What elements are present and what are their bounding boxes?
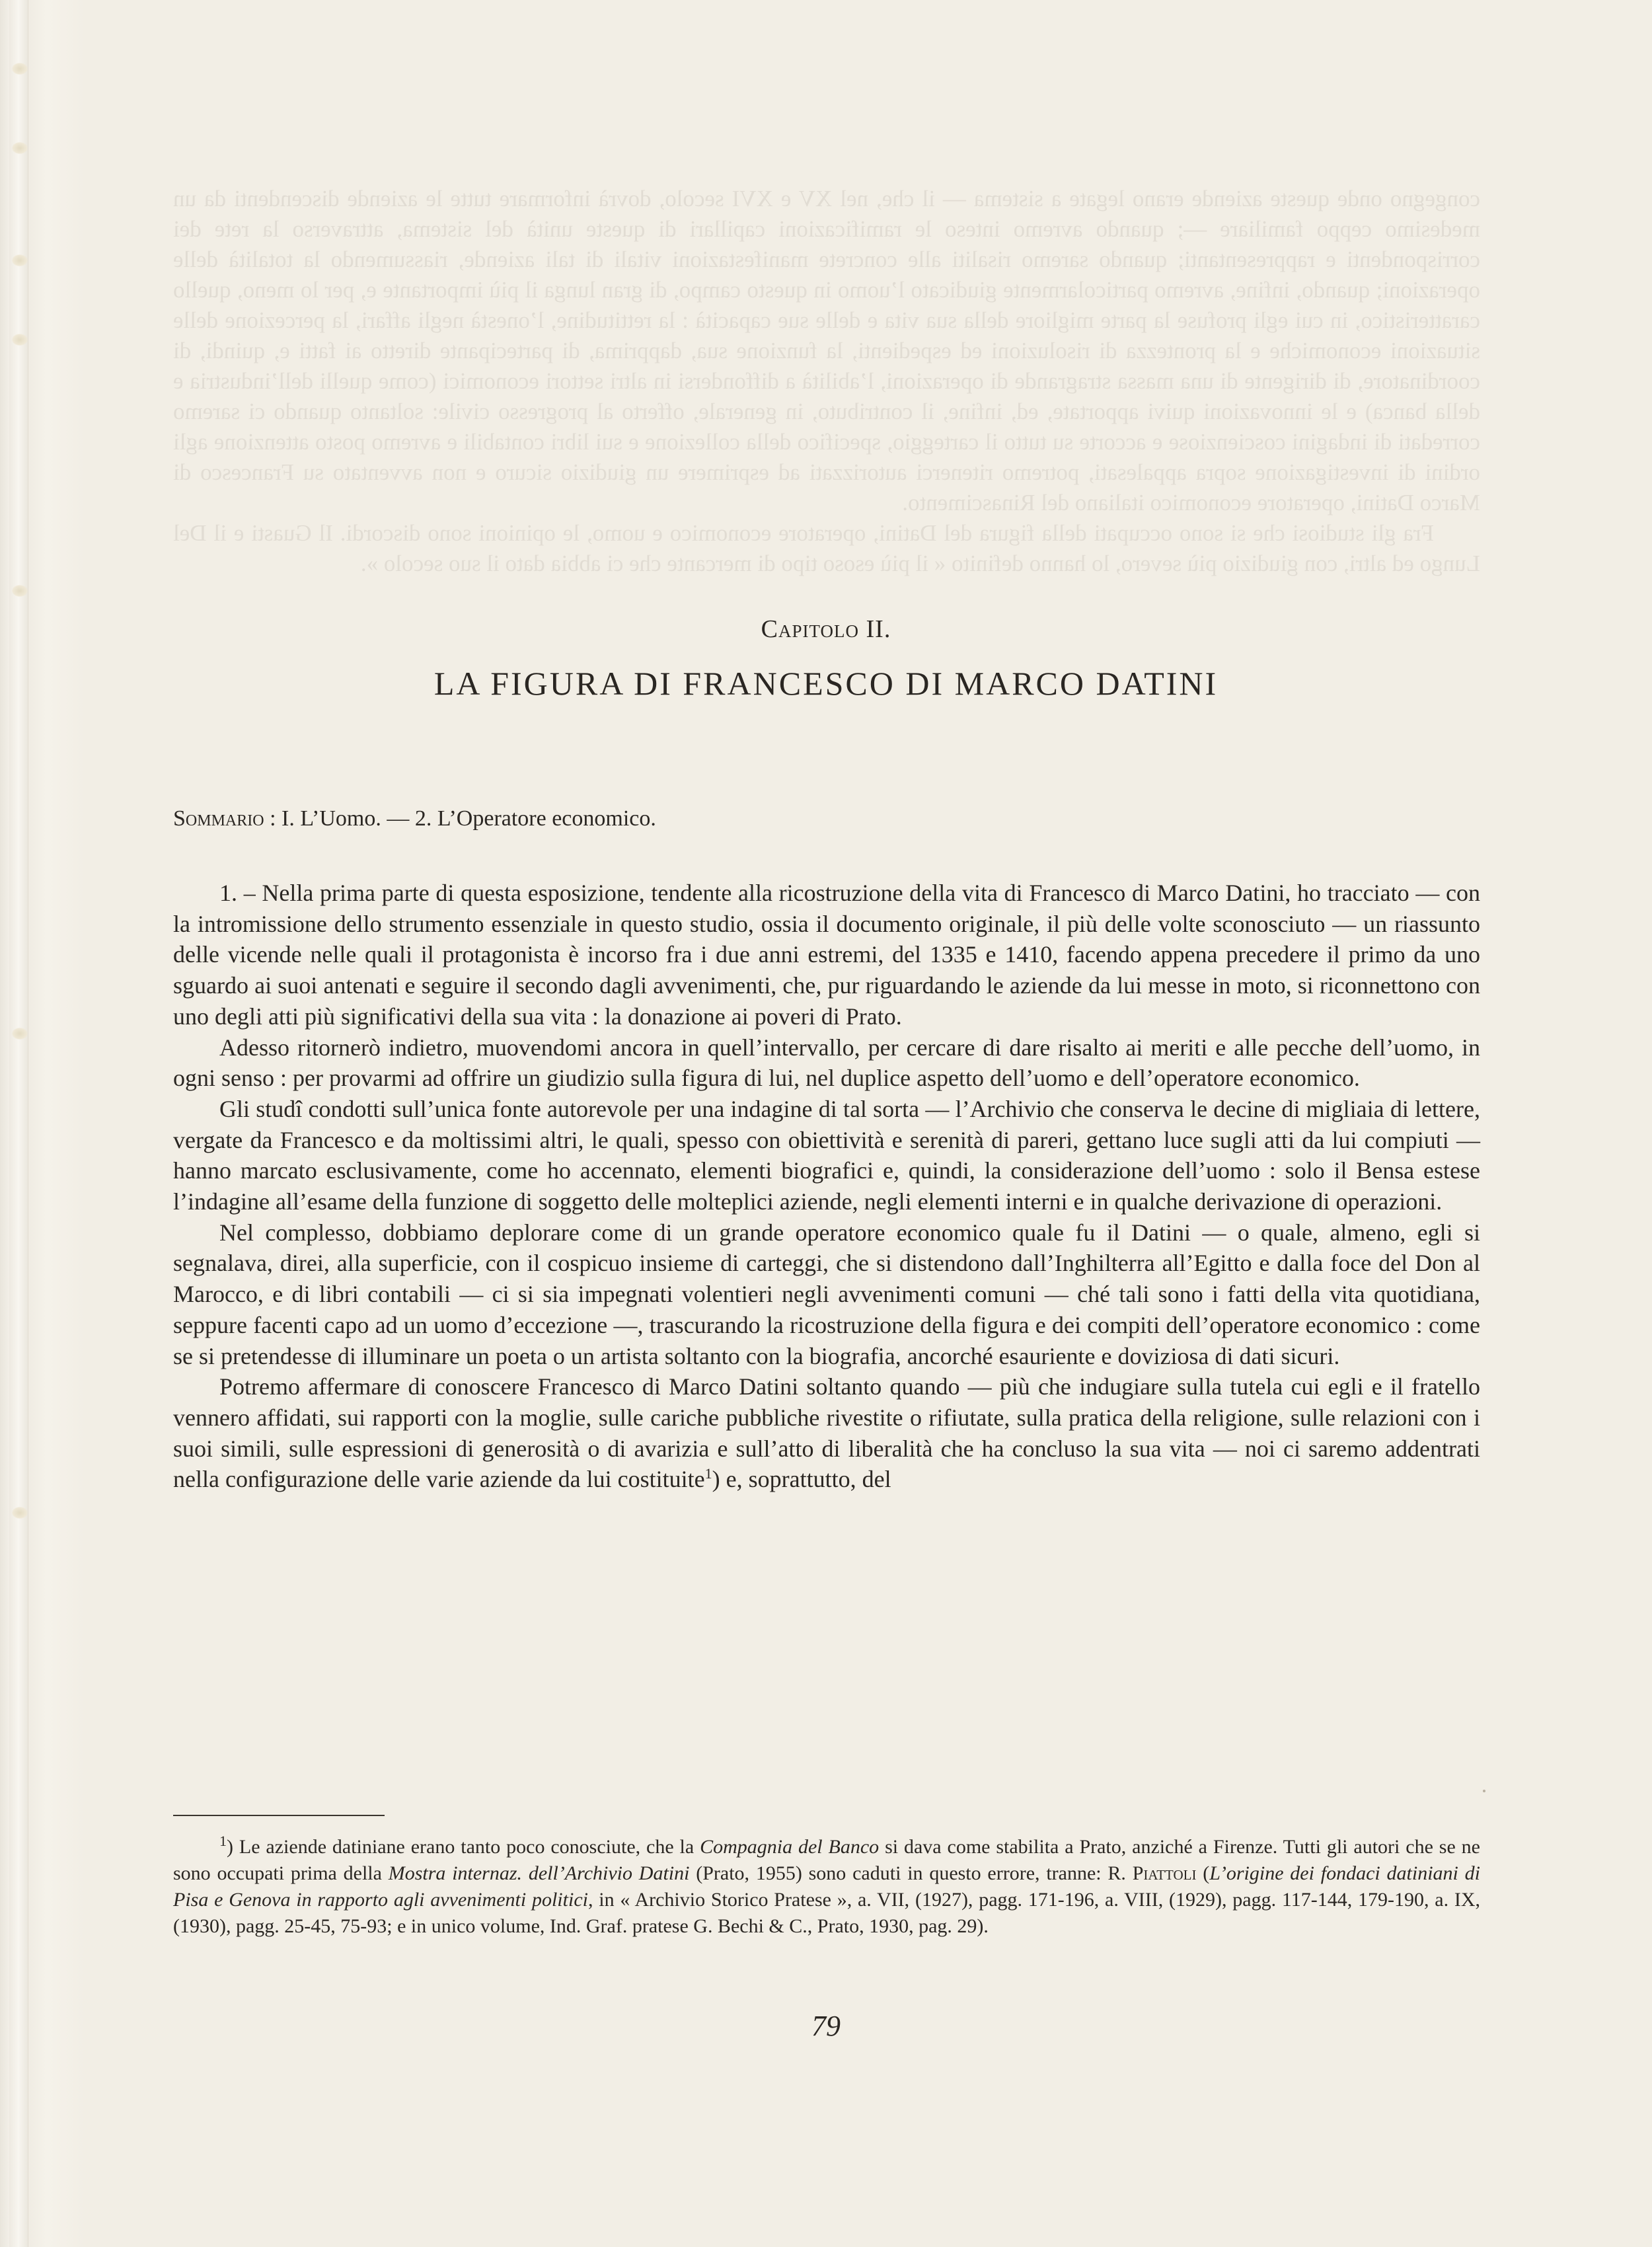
paragraph-text: Potremo affermare di conoscere Francesco di Marco Datini soltanto quando — più che indugiare sulla tutela cui egli e il fratello vennero affidati, sui rapporti con la moglie, sulle cariche pubbliche rivestite o rifiutate, sulla pratica della religione, sulle relazioni con i suoi simili, sulle espressioni di generosità o di avarizia e sull’atto di liberalità che ha concluso la sua vita — noi ci saremo addentrati nella configurazione delle varie aziende da lui costituite	[173, 1373, 1480, 1493]
footnote-text: (Prato, 1955) sono caduti in questo errore, tranne: R.	[689, 1862, 1133, 1884]
chapter-label-word: Capitolo	[761, 615, 860, 643]
footnote-author: Piattoli	[1132, 1862, 1197, 1884]
summary-text: : I. L’Uomo. — 2. L’Operatore economico.	[264, 806, 656, 831]
paragraph-text: ) e, soprattutto, del	[712, 1466, 891, 1493]
binding-stitch	[12, 1028, 28, 1040]
paragraph: Adesso ritornerò indietro, muovendomi ancora in quell’intervallo, per cercare di dare risalto ai meriti e alle pecche dell’uomo, in ogni senso : per provarmi ad offrire un giudizio sulla figura di lui, nel duplice aspetto dell’uomo e dell’operatore economico.	[173, 1034, 1480, 1092]
paragraph: Gli studî condotti sull’unica fonte autorevole per una indagine di tal sorta — l’Archivio che conserva le decine di migliaia di lettere, vergate da Francesco e da moltissimi altri, le quali, spesso con obiettività e serenità di pareri, gettano luce sugli atti da lui compiuti — hanno marcato esclusivamente, come ho accennato, elementi biografici e, quindi, la considerazione dell’uomo : solo il Bensa estese l’indagine all’esame della funzione di soggetto delle molteplici aziende, negli elementi interni e in qualche derivazione di operazioni.	[173, 1095, 1480, 1215]
chapter-summary	[173, 806, 656, 831]
paragraph: 1. – Nella prima parte di questa esposizione, tendente alla ricostruzione della vita di Francesco di Marco Datini, ho tracciato — con la intromissione dello strumento essenziale in questo studio, ossia il documento originale, il più delle volte sconosciuto — un riassunto delle vicende nelle quali il protagonista è incorso fra i due anni estremi, del 1335 e 1410, facendo appena precedere il primo da uno sguardo ai suoi antenati e seguire il secondo dagli avvenimenti, che, pur riguardando le aziende da lui messe in moto, si riconnettono con uno degli atti più significativi della sua vita : la donazione ai poveri di Prato.	[173, 880, 1480, 1030]
binding-stitch	[12, 142, 28, 154]
bleed-through-text	[173, 184, 1480, 579]
footnote-italic-title: Compagnia del Banco	[700, 1836, 880, 1858]
binding-stitch	[12, 585, 28, 597]
binding-stitch	[12, 254, 28, 266]
paragraph	[173, 1371, 1480, 1495]
footnote-text: ) Le aziende datiniane erano tanto poco conosciute, che la	[227, 1836, 700, 1858]
chapter-label	[0, 615, 1652, 644]
footnote-italic-title: L’origine dei fondaci datiniani di Pisa e Genova in rapporto agli avvenimenti politici	[173, 1862, 1480, 1911]
bleed-through-paragraph: Fra gli studiosi che si sono occupati della figura del Datini, operatore economico e uomo, le opinioni sono discordi. Il Guasti e il Del Lungo ed altri, con giudizio più severo, lo hanno definito « il più esoso tipo di mercante che ci abbia dato il suo secolo ».	[173, 520, 1480, 576]
footnotes	[173, 1834, 1480, 1940]
summary-label: Sommario	[173, 806, 264, 831]
footnote-separator	[173, 1815, 385, 1816]
paragraph: Nel complesso, dobbiamo deplorare come di un grande operatore economico quale fu il Datini — o quale, almeno, egli si segnalava, direi, alla superficie, con il cospicuo insieme di carteggi, che si distendono dall’Inghilterra all’Egitto e dalla foce del Don al Marocco, e di libri contabili — ci si sia impegnati volentieri negli avvenimenti comuni — ché tali sono i fatti della vita quotidiana, seppure facenti capo ad un uomo d’eccezione —, trascurando la ricostruzione della figura e dei compiti dell’operatore economico : come se si pretendesse di illuminare un poeta o un artista soltanto con la biografia, ancorché esauriente e doviziosa di dati sicuri.	[173, 1219, 1480, 1369]
bleed-through-paragraph: congegno onde queste aziende erano legate a sistema — il che, nel XV e XVI secolo, dovrà informare tutte le aziende discendenti da un medesimo ceppo familiare —; quando avremo inteso le ramificazioni capillari di queste unità del sistema, attraverso la rete dei corrispondenti e rappresentanti; quando saremo risaliti alle concrete manifestazioni vitali di tali aziende, riassumendo la totalità delle operazioni; quando, infine, avremo particolarmente giudicato l’uomo in questo campo, di gran lunga il più importante e, per lo meno, quello caratteristico, in cui egli profuse la parte migliore della sua vita e delle sue capacità : la rettitudine, l’onestà negli affari, la percezione delle situazioni economiche e la prontezza di risoluzioni ed espedienti, la funzione sua, dapprima, di partecipante diretto ai fatti e, quindi, di coordinatore, di dirigente di una massa stragrande di operazioni, l’abilità a diffondersi in altri settori economici (come quelli dell’industria e della banca) e le innovazioni quivi apportate, ed, infine, il contributo, in generale, offerto al progresso civile: soltanto quando ci saremo corredati di indagini coscienziose e accorte su tutto il carteggio, specifico della collezione e sui libri contabili e avremo posto attenzione agli ordini di investigazione sopra appalesati, potremo ritenerci autorizzati ad esprimere un giudizio sicuro e non avventato su Francesco di Marco Datini, operatore economico italiano del Rinascimento.	[173, 186, 1480, 515]
page-number: 79	[811, 2010, 841, 2042]
footnote-text: , in « Archivio Storico Pratese », a. VII, (1927), pagg. 171-196, a. VIII, (1929), pagg. 117-144, 179-190, a. IX, (1930), pagg. 25-45, 75-93; e in unico volume, Ind. Graf. pratese G. Bechi & C., Prato, 1930, pag. 29).	[173, 1889, 1481, 1937]
chapter-title: LA FIGURA DI FRANCESCO DI MARCO DATINI	[433, 665, 1219, 702]
footnote	[173, 1834, 1480, 1940]
binding-stitch	[12, 1507, 28, 1519]
footnote-reference[interactable]: 1	[704, 1465, 712, 1482]
body-text	[173, 878, 1480, 1495]
footnote-text: (	[1196, 1862, 1210, 1884]
binding-stitch	[12, 334, 28, 346]
binding-stitch	[12, 63, 28, 75]
footnote-marker: 1	[219, 1833, 227, 1849]
footnote-italic-title: Mostra internaz. dell’Archivio Datini	[388, 1862, 690, 1884]
footnote-text: si dava come stabilita a Prato, anziché a Firenze. Tutti gli autori che se ne sono occupati prima della	[173, 1836, 1480, 1884]
paper-speck	[1483, 1790, 1485, 1792]
chapter-label-number: II.	[859, 615, 891, 643]
